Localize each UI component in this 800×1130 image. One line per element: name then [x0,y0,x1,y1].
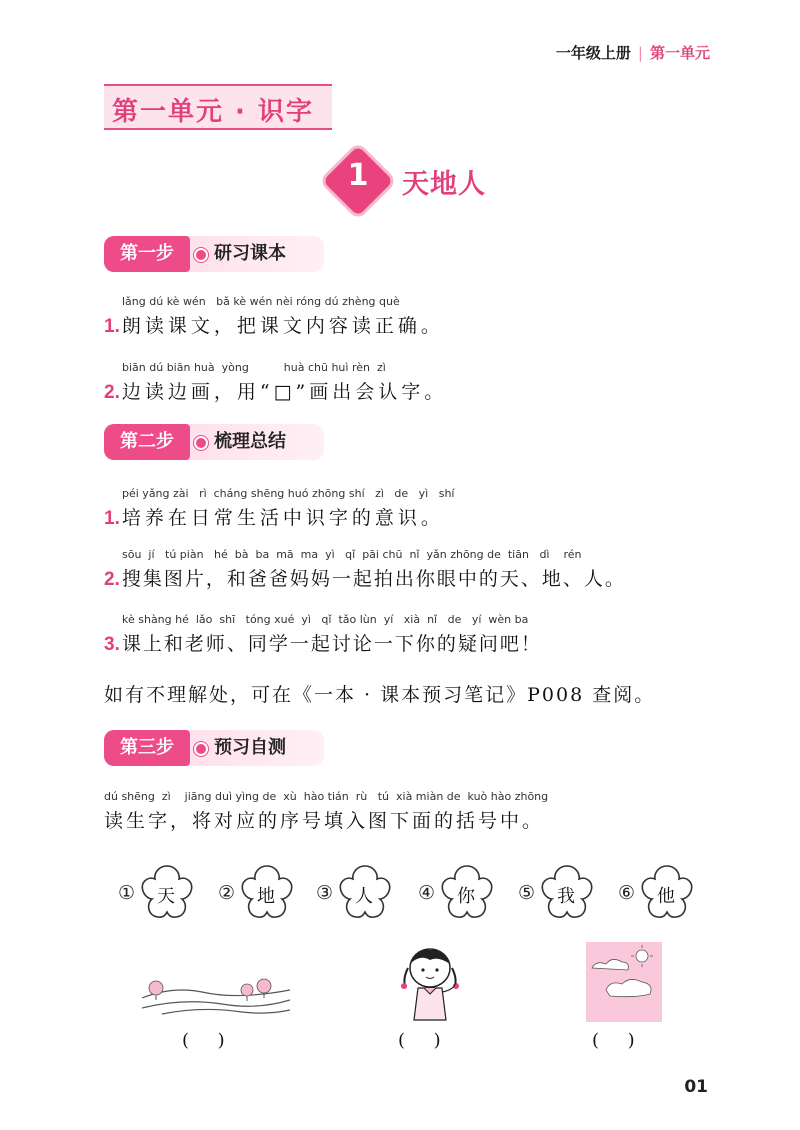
flower-character: 地 [257,886,275,907]
step-dot-icon [194,742,208,756]
lesson-title: 天地人 [402,169,486,200]
list-item [104,377,447,404]
step-1-header [104,236,324,272]
character-flower-row [118,862,698,926]
flower-item [316,862,406,926]
circled-number: ① [118,882,136,904]
flower-character: 他 [657,886,675,907]
pinyin-line: biān dú biān huà yòng huà chū huì rèn zì [122,361,386,374]
running-header [556,42,710,63]
flower-item [618,862,708,926]
unit-title: 第一单元 · 识字 [112,97,314,127]
pinyin-line: lǎng dú kè wén bǎ kè wén nèi róng dú zhèng què [122,295,400,308]
step-2-header [104,424,324,460]
circled-number: ② [218,882,236,904]
flower-item [218,862,308,926]
item-number: 2. [104,382,120,403]
flower-character: 你 [457,886,475,907]
lesson-number: 1 [347,158,369,193]
item-text: 搜集图片，和爸爸妈妈一起拍出你眼中的天、地、人。 [121,568,626,590]
step-2-tag: 第二步 [104,424,190,460]
pinyin-line: kè shàng hé lǎo shī tóng xué yì qǐ tǎo lùn yí xià nǐ de yí wèn ba [122,613,529,626]
grade-label: 一年级上册 [555,44,631,62]
list-item [104,629,542,656]
answer-blank[interactable]: ( ) [398,1030,441,1051]
item-text: 培养在日常生活中识字的意识。 [121,507,444,529]
unit-banner [104,84,332,130]
reference-note: 如有不理解处，可在《一本 · 课本预习笔记》P008 查阅。 [104,684,656,706]
flower-character: 我 [557,886,575,907]
step-2-title: 梳理总结 [214,431,286,452]
list-item [104,311,444,338]
circled-number: ③ [316,882,334,904]
flower-character: 人 [355,886,373,907]
item-number: 1. [104,508,120,529]
item-text: 边读边画，用“□”画出会认字。 [121,381,448,403]
item-number: 2. [104,569,120,590]
answer-blank[interactable]: ( ) [182,1030,225,1051]
list-item [104,564,626,591]
flower-item [418,862,508,926]
step-dot-icon [194,436,208,450]
girl-picture [398,946,462,1022]
flower-item [518,862,608,926]
step-3-title: 预习自测 [214,737,286,758]
step-1-title: 研习课本 [214,243,286,264]
circled-number: ⑤ [518,882,536,904]
flower-item [118,862,208,926]
pinyin-line: dú shēng zì jiāng duì yìng de xù hào tián rù tú xià miàn de kuò hào zhōng [104,790,549,803]
circled-number: ⑥ [618,882,636,904]
circled-number: ④ [418,882,436,904]
step-dot-icon [194,248,208,262]
landscape-picture [142,968,290,1016]
item-text: 课上和老师、同学一起讨论一下你的疑问吧！ [121,633,542,655]
page-number: 01 [684,1077,708,1097]
step-3-header [104,730,324,766]
flower-character: 天 [157,886,175,907]
sky-picture [586,942,662,1022]
step-1-tag: 第一步 [104,236,190,272]
list-item [104,503,444,530]
pinyin-line: péi yǎng zài rì cháng shēng huó zhōng shí zì de yì shí [122,487,455,500]
unit-label: 第一单元 [649,44,710,62]
answer-blank[interactable]: ( ) [592,1030,635,1051]
item-number: 3. [104,634,120,655]
header-divider: | [637,44,643,62]
item-text: 朗读课文，把课文内容读正确。 [121,315,444,337]
item-number: 1. [104,316,120,337]
step-3-tag: 第三步 [104,730,190,766]
exercise-instruction: 读生字，将对应的序号填入图下面的括号中。 [104,810,545,832]
pinyin-line: sōu jí tú piàn hé bà ba mā ma yì qǐ pāi chū nǐ yǎn zhōng de tiān dì rén [122,548,582,561]
